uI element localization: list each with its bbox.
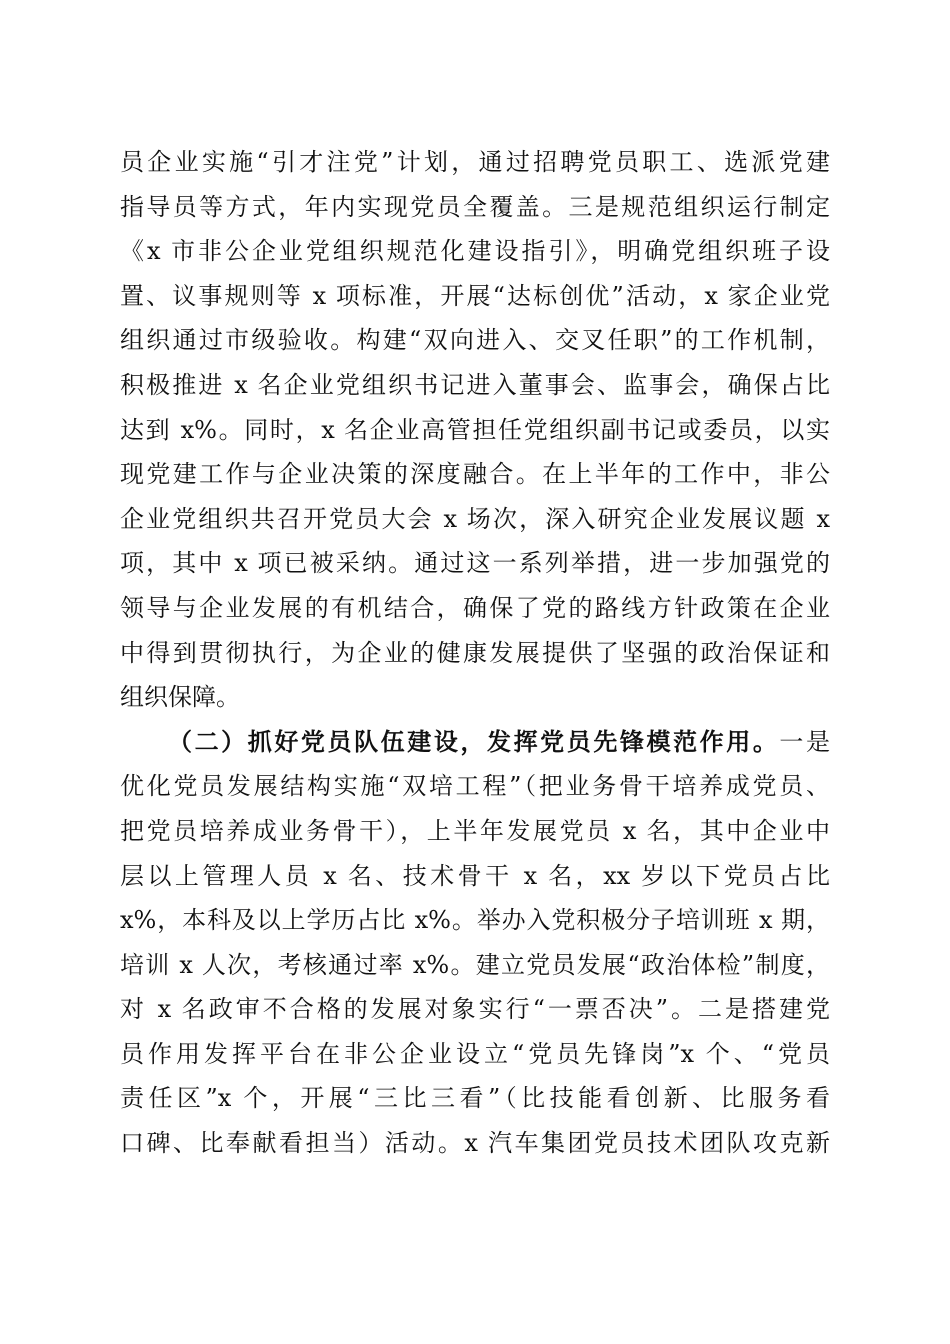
text-line: 置、议事规则等 x 项标准，开展“达标创优”活动，x 家企业党 [120,281,830,310]
text-line: 达到 x%。同时，x 名企业高管担任党组织副书记或委员，以实 [120,415,830,444]
text-line: 领导与企业发展的有机结合，确保了党的路线方针政策在企业 [120,593,830,622]
section-heading: （二）抓好党员队伍建设，发挥党员先锋模范作用。 [168,726,780,756]
text-line: 把党员培养成业务骨干），上半年发展党员 x 名，其中企业中 [120,816,830,845]
text-line: 层以上管理人员 x 名、技术骨干 x 名，xx 岁以下党员占比 [120,861,830,890]
text-line: x%，本科及以上学历占比 x%。举办入党积极分子培训班 x 期， [120,906,830,935]
text-line: 组织保障。 [120,683,240,712]
text-line: 现党建工作与企业决策的深度融合。在上半年的工作中，非公 [120,460,830,489]
text-line: 指导员等方式，年内实现党员全覆盖。三是规范组织运行制定 [120,192,830,221]
text-line: 中得到贯彻执行，为企业的健康发展提供了坚强的政治保证和 [120,638,830,667]
text-line: 员作用发挥平台在非公企业设立“党员先锋岗”x 个、“党员 [120,1039,830,1068]
paragraph-1 [120,140,830,720]
text-line: 积极推进 x 名企业党组织书记进入董事会、监事会，确保占比 [120,370,830,399]
document-body [120,140,830,1166]
text-line: 对 x 名政审不合格的发展对象实行“一票否决”。二是搭建党 [120,995,830,1024]
text-line: 培训 x 人次，考核通过率 x%。建立党员发展“政治体检”制度， [120,950,830,979]
paragraph-2 [120,720,830,1166]
text-line: 企业党组织共召开党员大会 x 场次，深入研究企业发展议题 x [120,504,830,533]
text-line: 项，其中 x 项已被采纳。通过这一系列举措，进一步加强党的 [120,549,830,578]
paragraph-2-first-line [120,720,830,765]
text-line: 责任区”x 个，开展“三比三看”（比技能看创新、比服务看 [120,1084,830,1113]
text-line: 优化党员发展结构实施“双培工程”（把业务骨干培养成党员、 [120,772,830,801]
text-line: 《x 市非公企业党组织规范化建设指引》，明确党组织班子设 [120,237,830,266]
text-span: 一是 [779,727,830,756]
text-line: 组织通过市级验收。构建“双向进入、交叉任职”的工作机制， [120,326,830,355]
text-line: 员企业实施“引才注党”计划，通过招聘党员职工、选派党建 [120,148,830,176]
text-line: 口碑、比奉献看担当）活动。x 汽车集团党员技术团队攻克新 [120,1129,830,1158]
